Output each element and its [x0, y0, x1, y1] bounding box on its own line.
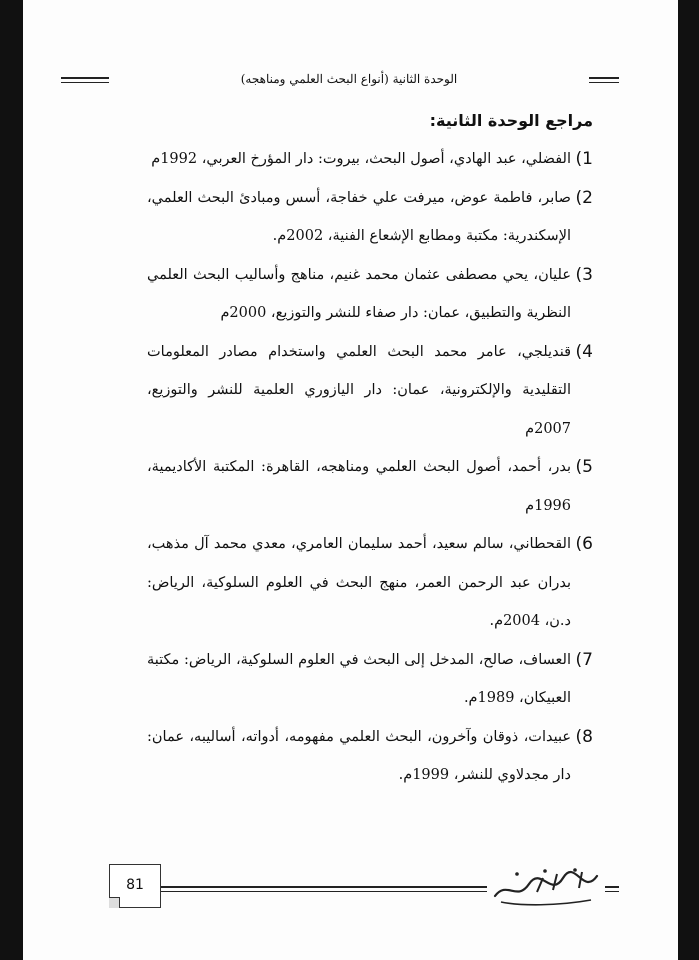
reference-item: [147, 333, 593, 449]
page-footer: [53, 862, 619, 910]
section-title: مراجع الوحدة الثانية:: [429, 111, 593, 130]
reference-item: [147, 448, 593, 525]
reference-text: بدر، أحمد، أصول البحث العلمي ومناهجه، القاهرة: المكتبة الأكاديمية، 1996م: [147, 459, 571, 514]
footer-rule: [161, 886, 487, 892]
reference-number: 7): [575, 649, 593, 670]
reference-text: عبيدات، ذوقان وآخرون، البحث العلمي مفهومه، أدواته، أساليبه، عمان: دار مجدلاوي للنشر، 1999م.: [147, 728, 571, 783]
reference-text: القحطاني، سالم سعيد، أحمد سليمان العامري، معدي محمد آل مذهب، بدران عبد الرحمن العمر، منهج البحث في العلوم السلوكية، الرياض: د.ن، 2004م.: [147, 536, 571, 629]
reference-number: 6): [575, 534, 593, 554]
page-number-box: 81: [109, 864, 161, 908]
reference-number: 5): [575, 457, 593, 477]
reference-text: عليان، يحي مصطفى عثمان محمد غنيم، مناهج وأساليب البحث العلمي النظرية والتطبيق، عمان: دار صفاء للنشر والتوزيع، 2000م: [147, 266, 571, 321]
reference-text: الفضلي، عبد الهادي، أصول البحث، بيروت: دار المؤرخ العربي، 1992م: [151, 151, 571, 167]
reference-text: قنديلجي، عامر محمد البحث العلمي واستخدام مصادر المعلومات التقليدية والإلكترونية، عمان: دار اليازوري العلمية للنشر والتوزيع، 2007م: [147, 343, 571, 437]
reference-item: [147, 525, 593, 641]
footer-rule-right: [605, 886, 619, 892]
reference-item: [147, 256, 593, 333]
page-header: [61, 68, 619, 92]
header-rule-right: [589, 77, 619, 83]
reference-number: 3): [575, 264, 593, 285]
reference-item: [147, 718, 593, 795]
reference-text: صابر، فاطمة عوض، ميرفت علي خفاجة، أسس ومبادئ البحث العلمي، الإسكندرية: مكتبة ومطابع الإشعاع الفنية، 2002م.: [147, 189, 571, 244]
reference-text: العساف، صالح، المدخل إلى البحث في العلوم السلوكية، الرياض: مكتبة العبيكان، 1989م.: [147, 651, 571, 706]
reference-number: 4): [575, 341, 593, 362]
header-title: الوحدة الثانية (أنواع البحث العلمي ومناهجه): [240, 72, 458, 86]
reference-item: [147, 140, 593, 179]
book-title-logo: [487, 862, 603, 910]
header-rule-left: [61, 77, 109, 83]
page-content: [147, 106, 593, 795]
reference-number: 8): [575, 726, 593, 747]
reference-item: [147, 641, 593, 718]
reference-number: 1): [575, 149, 593, 169]
reference-item: [147, 179, 593, 256]
reference-number: 2): [575, 187, 593, 208]
document-page: [23, 0, 678, 960]
